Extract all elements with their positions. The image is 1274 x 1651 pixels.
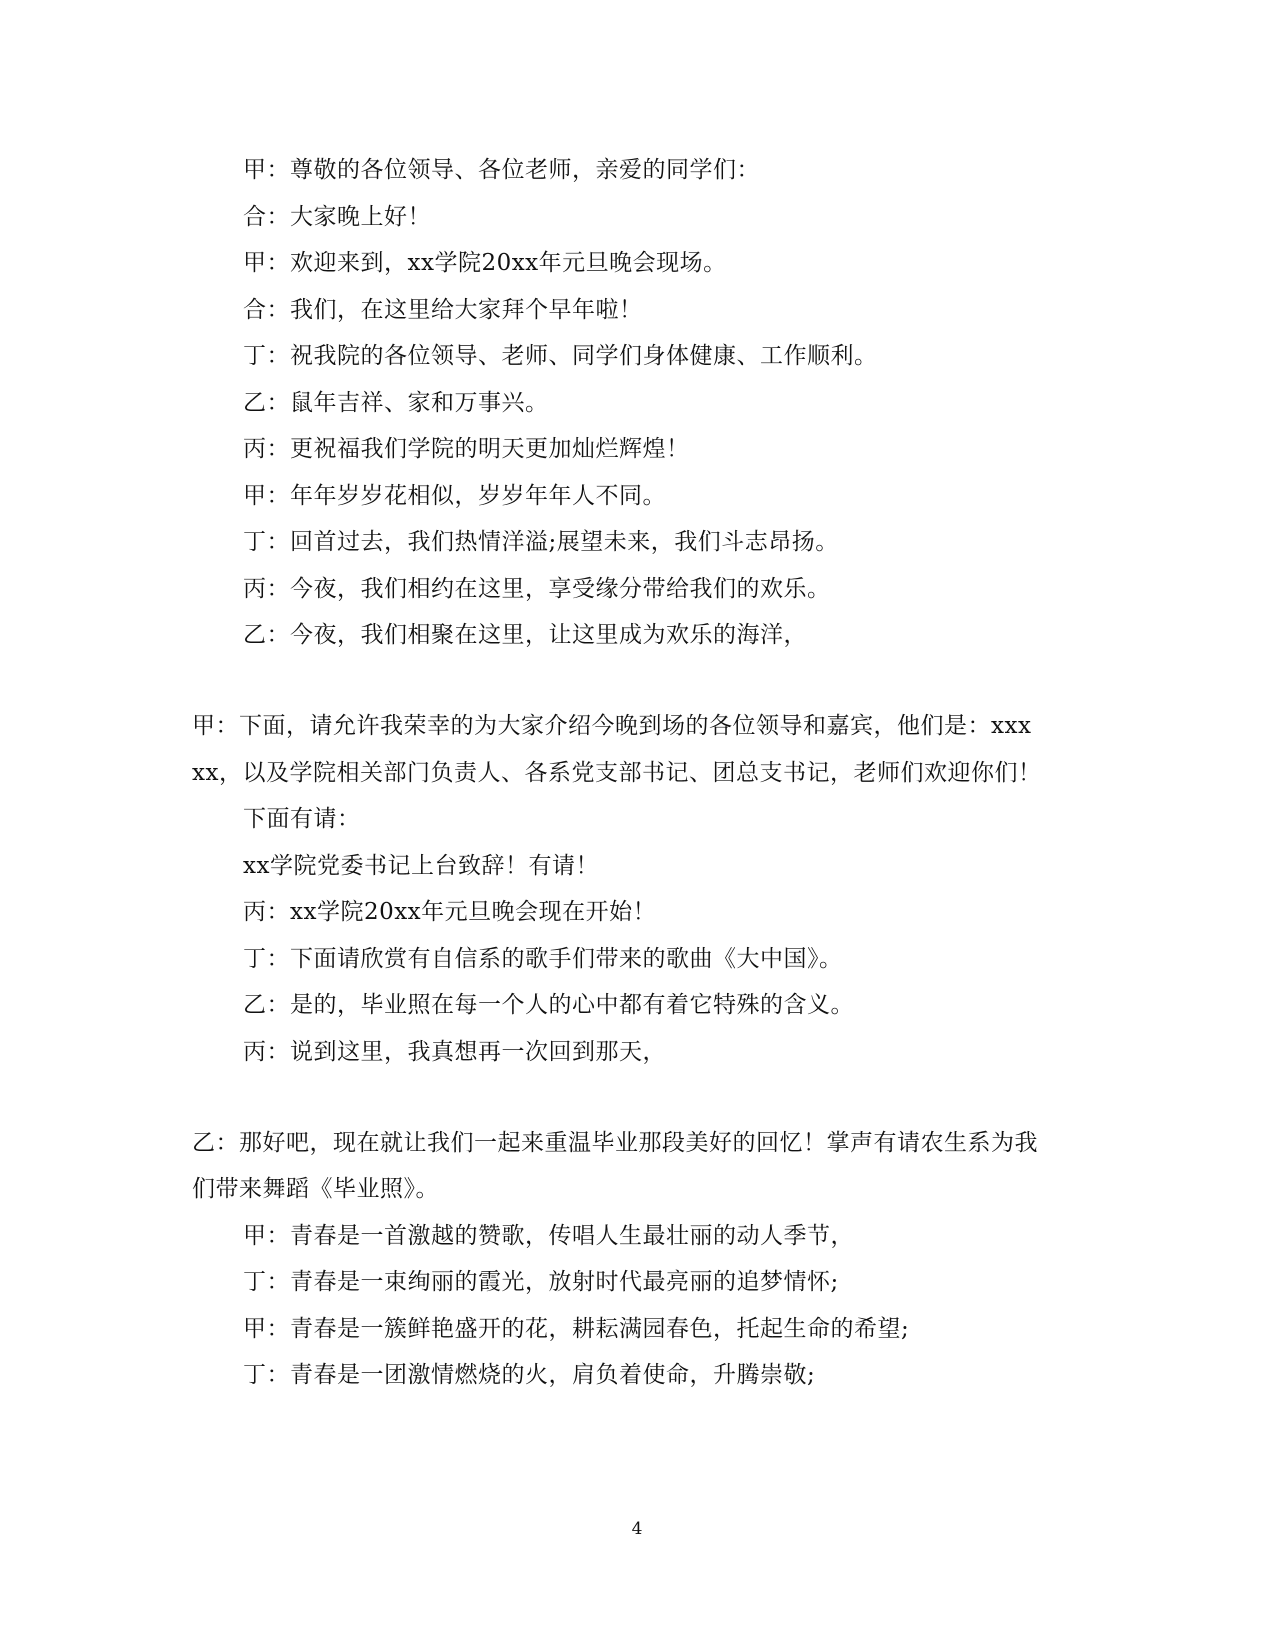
script-line: 甲：青春是一簇鲜艳盛开的花，耕耘满园春色，托起生命的希望; xyxy=(243,1316,910,1342)
script-line: 丁：青春是一束绚丽的霞光，放射时代最亮丽的追梦情怀; xyxy=(243,1269,839,1295)
script-line: 甲：尊敬的各位领导、各位老师，亲爱的同学们： xyxy=(243,157,760,183)
script-line: 乙：是的，毕业照在每一个人的心中都有着它特殊的含义。 xyxy=(243,992,854,1018)
script-line: 丁：祝我院的各位领导、老师、同学们身体健康、工作顺利。 xyxy=(243,343,878,369)
script-line: 甲：下面，请允许我荣幸的为大家介绍今晚到场的各位领导和嘉宾，他们是：xxx xyxy=(192,713,1032,739)
script-line: 丁：下面请欣赏有自信系的歌手们带来的歌曲《大中国》。 xyxy=(243,946,843,972)
script-line: 合：大家晚上好！ xyxy=(243,204,431,230)
page-number: 4 xyxy=(631,1519,643,1539)
script-line: 甲：欢迎来到，xx学院20xx年元旦晚会现场。 xyxy=(243,250,727,276)
script-line: 丙：xx学院20xx年元旦晚会现在开始！ xyxy=(243,899,657,925)
script-line: 们带来舞蹈《毕业照》。 xyxy=(192,1176,439,1202)
script-line: 丁：回首过去，我们热情洋溢;展望未来，我们斗志昂扬。 xyxy=(243,529,839,555)
script-line: 乙：那好吧，现在就让我们一起来重温毕业那段美好的回忆！掌声有请农生系为我 xyxy=(192,1130,1038,1156)
script-line: 丁：青春是一团激情燃烧的火，肩负着使命，升腾崇敬; xyxy=(243,1362,816,1388)
script-line: 甲：青春是一首激越的赞歌，传唱人生最壮丽的动人季节， xyxy=(243,1223,854,1249)
script-line: xx学院党委书记上台致辞！有请！ xyxy=(243,853,599,879)
script-line: 丙：说到这里，我真想再一次回到那天， xyxy=(243,1039,666,1065)
script-line: 丙：更祝福我们学院的明天更加灿烂辉煌！ xyxy=(243,436,690,462)
script-line: 乙：今夜，我们相聚在这里，让这里成为欢乐的海洋， xyxy=(243,622,807,648)
script-line: 下面有请： xyxy=(243,806,361,832)
script-line: 丙：今夜，我们相约在这里，享受缘分带给我们的欢乐。 xyxy=(243,576,831,602)
script-line: 乙：鼠年吉祥、家和万事兴。 xyxy=(243,390,549,416)
script-line: xx，以及学院相关部门负责人、各系党支部书记、团总支书记，老师们欢迎你们！ xyxy=(192,760,1042,786)
script-line: 甲：年年岁岁花相似，岁岁年年人不同。 xyxy=(243,483,666,509)
script-line: 合：我们，在这里给大家拜个早年啦！ xyxy=(243,297,643,323)
